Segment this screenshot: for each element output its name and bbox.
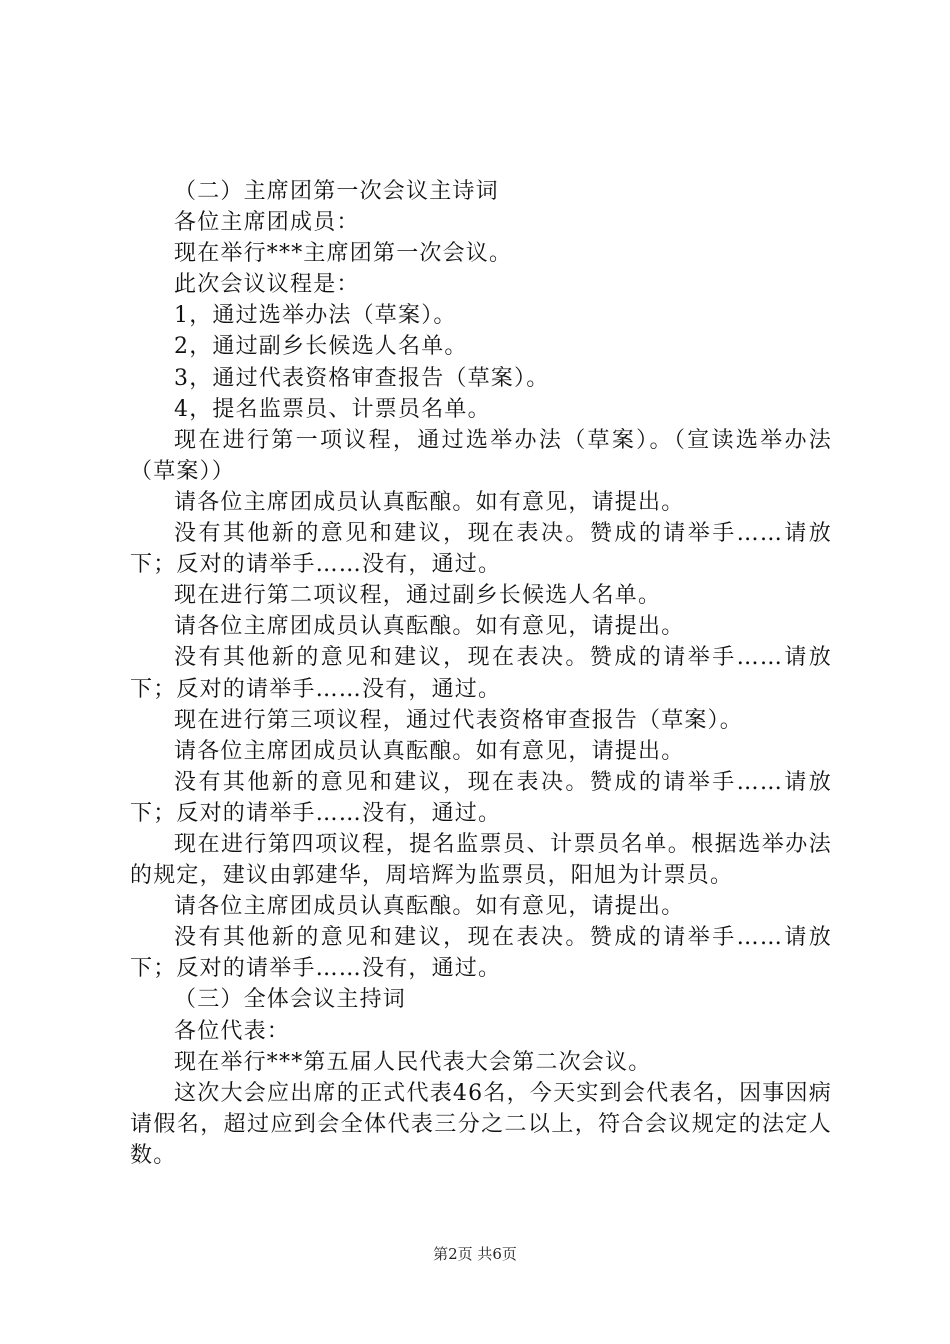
agenda-item: 4，提名监票员、计票员名单。 — [174, 396, 491, 422]
page-number-footer: 第2页 共6页 — [433, 1245, 517, 1263]
paragraph: 这次大会应出席的正式代表46名，今天实到会代表名，因事因病请假名，超过应到会全体代表三分之二以上，符合会议规定的法定人数。 — [130, 1080, 832, 1168]
paragraph: 此次会议议程是： — [174, 272, 360, 298]
paragraph: 现在进行第一项议程，通过选举办法（草案）。（宣读选举办法（草案）） — [130, 427, 832, 484]
document-body — [130, 176, 832, 1171]
paragraph: 请各位主席团成员认真酝酿。如有意见，请提出。 — [174, 614, 685, 640]
paragraph: 请各位主席团成员认真酝酿。如有意见，请提出。 — [174, 489, 685, 515]
paragraph: 现在举行***第五届人民代表大会第二次会议。 — [174, 1049, 652, 1075]
paragraph: 现在进行第四项议程，提名监票员、计票员名单。根据选举办法的规定，建议由郭建华，周培辉为监票员，阳旭为计票员。 — [130, 831, 832, 889]
section-heading-plenary-meeting: （三）全体会议主持词 — [174, 987, 407, 1013]
paragraph: 没有其他新的意见和建议，现在表决。赞成的请举手……请放下；反对的请举手……没有，通过。 — [130, 925, 832, 982]
paragraph: 没有其他新的意见和建议，现在表决。赞成的请举手……请放下；反对的请举手……没有，通过。 — [130, 645, 832, 702]
paragraph: 请各位主席团成员认真酝酿。如有意见，请提出。 — [174, 738, 685, 764]
paragraph: 没有其他新的意见和建议，现在表决。赞成的请举手……请放下；反对的请举手……没有，通过。 — [130, 769, 832, 826]
salutation: 各位主席团成员： — [174, 210, 360, 236]
section-heading-presidium-meeting: （二）主席团第一次会议主诗词 — [174, 179, 499, 204]
salutation: 各位代表： — [174, 1018, 291, 1044]
paragraph: 没有其他新的意见和建议，现在表决。赞成的请举手……请放下；反对的请举手……没有，通过。 — [130, 521, 832, 578]
agenda-item: 2，通过副乡长候选人名单。 — [174, 334, 468, 360]
paragraph: 请各位主席团成员认真酝酿。如有意见，请提出。 — [174, 894, 685, 920]
paragraph: 现在举行***主席团第一次会议。 — [174, 241, 513, 267]
agenda-item: 3，通过代表资格审查报告（草案）。 — [174, 365, 550, 391]
agenda-item: 1，通过选举办法（草案）。 — [174, 303, 457, 329]
paragraph: 现在进行第三项议程，通过代表资格审查报告（草案）。 — [174, 707, 744, 733]
paragraph: 现在进行第二项议程，通过副乡长候选人名单。 — [174, 583, 662, 609]
